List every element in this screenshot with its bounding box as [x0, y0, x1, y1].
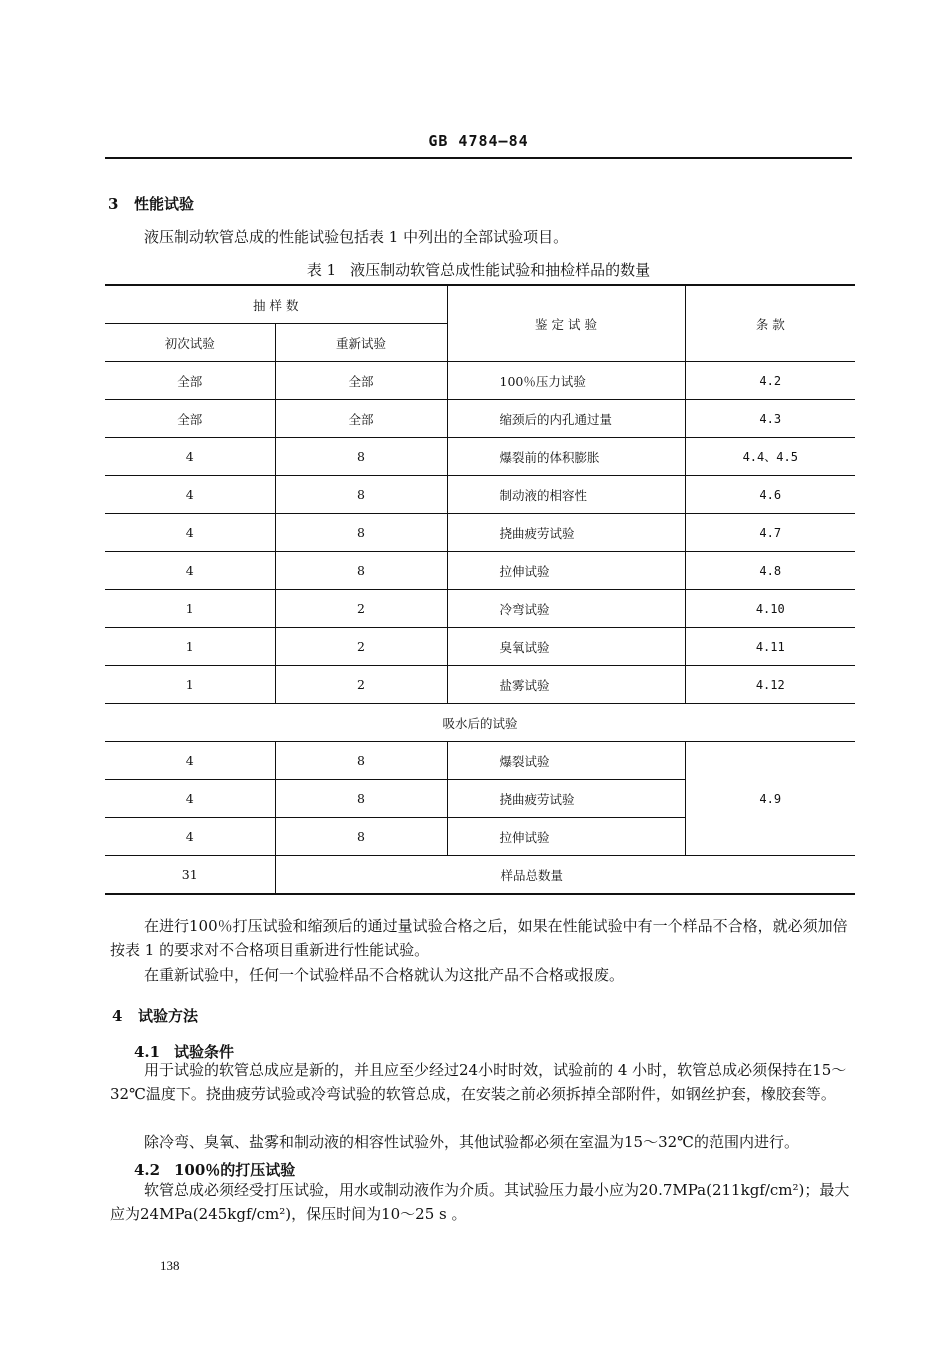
- table-row: [105, 628, 855, 666]
- table-number: 表 1: [306, 261, 337, 279]
- water-clause-cell: 4.9: [685, 742, 855, 856]
- table-row: [105, 400, 855, 438]
- table-row: [105, 666, 855, 704]
- cell-initial: 4: [105, 476, 275, 514]
- after-table-paragraph-1: 在进行100％打压试验和缩颈后的通过量试验合格之后，如果在性能试验中有一个样品不合格，就必须加倍按表 1 的要求对不合格项目重新进行性能试验。: [110, 917, 848, 959]
- cell-clause: 4.6: [685, 476, 855, 514]
- cell-initial: 1: [105, 628, 275, 666]
- cell-retest: 2: [275, 666, 447, 704]
- cell-retest: 2: [275, 628, 447, 666]
- cell-test: 100％压力试验: [447, 362, 685, 400]
- cell-retest: 8: [275, 742, 447, 780]
- table-row: [105, 362, 855, 400]
- cell-clause: 4.10: [685, 590, 855, 628]
- subsection-number: 4.1: [134, 1043, 161, 1061]
- total-value: 31: [105, 856, 275, 895]
- header-rule: [105, 157, 852, 159]
- cell-test: 拉伸试验: [447, 552, 685, 590]
- table-row: [105, 438, 855, 476]
- cell-test: 挠曲疲劳试验: [447, 514, 685, 552]
- cell-test: 冷弯试验: [447, 590, 685, 628]
- cell-initial: 4: [105, 780, 275, 818]
- table-row: [105, 590, 855, 628]
- cell-retest: 全部: [275, 362, 447, 400]
- cell-test: 拉伸试验: [447, 818, 685, 856]
- cell-clause: 4.4、4.5: [685, 438, 855, 476]
- cell-clause: 4.2: [685, 362, 855, 400]
- cell-retest: 2: [275, 590, 447, 628]
- cell-retest: 8: [275, 476, 447, 514]
- section-4-2-paragraph-1: 软管总成必须经受打压试验，用水或制动液作为介质。其试验压力最小应为20.7MPa(211kgf/cm²)；最大应为24MPa(245kgf/cm²)，保压时间为10～25 s 。: [110, 1181, 850, 1223]
- table-row: [105, 476, 855, 514]
- retest-header: 重新试验: [275, 324, 447, 362]
- table-row: [105, 552, 855, 590]
- cell-initial: 1: [105, 590, 275, 628]
- cell-retest: 8: [275, 818, 447, 856]
- section-number: 3: [108, 195, 119, 213]
- section-number: 4: [112, 1007, 123, 1025]
- cell-test: 挠曲疲劳试验: [447, 780, 685, 818]
- cell-initial: 4: [105, 552, 275, 590]
- section-3-heading: [108, 193, 194, 214]
- cell-test: 制动液的相容性: [447, 476, 685, 514]
- section-4-2-heading: [134, 1159, 295, 1180]
- page-number: 138: [160, 1258, 180, 1273]
- cell-initial: 4: [105, 818, 275, 856]
- subsection-number: 4.2: [134, 1161, 161, 1179]
- section-4-1-paragraph-2: 除冷弯、臭氧、盐雾和制动液的相容性试验外，其他试验都必须在室温为15～32℃的范围内进行。: [144, 1133, 799, 1151]
- total-row: [105, 856, 855, 895]
- section-title: 性能试验: [134, 195, 195, 213]
- table-row: [105, 742, 855, 780]
- cell-initial: 1: [105, 666, 275, 704]
- cell-initial: 4: [105, 742, 275, 780]
- total-label: 样品总数量: [275, 856, 855, 895]
- initial-test-header: 初次试验: [105, 324, 275, 362]
- section-title: 试验方法: [138, 1007, 199, 1025]
- cell-retest: 8: [275, 552, 447, 590]
- section-4-heading: [112, 1005, 198, 1026]
- clause-header: 条 款: [685, 285, 855, 362]
- cell-clause: 4.12: [685, 666, 855, 704]
- table-header-row: [105, 285, 855, 324]
- cell-test: 缩颈后的内孔通过量: [447, 400, 685, 438]
- cell-initial: 全部: [105, 362, 275, 400]
- cell-test: 爆裂试验: [447, 742, 685, 780]
- cell-initial: 全部: [105, 400, 275, 438]
- cell-retest: 8: [275, 514, 447, 552]
- table-caption: [105, 259, 852, 280]
- subsection-title: 试验条件: [174, 1043, 235, 1061]
- standard-code-header: GB 4784—84: [428, 132, 529, 150]
- after-water-label: 吸水后的试验: [105, 704, 855, 742]
- cell-retest: 全部: [275, 400, 447, 438]
- table-row: [105, 514, 855, 552]
- table-title: 液压制动软管总成性能试验和抽检样品的数量: [350, 261, 651, 279]
- subsection-title: 100％的打压试验: [174, 1161, 296, 1179]
- section-4-1-paragraph-1: 用于试验的软管总成应是新的，并且应至少经过24小时时效，试验前的 4 小时，软管总成必须保持在15～32℃温度下。挠曲疲劳试验或冷弯试验的软管总成，在安装之前必须拆掉全部附件，如钢丝护套，橡胶套等。: [110, 1061, 847, 1103]
- cell-initial: 4: [105, 438, 275, 476]
- cell-test: 盐雾试验: [447, 666, 685, 704]
- after-water-section-row: [105, 704, 855, 742]
- section-3-intro: 液压制动软管总成的性能试验包括表 1 中列出的全部试验项目。: [144, 228, 569, 246]
- cell-clause: 4.11: [685, 628, 855, 666]
- sampling-count-header: 抽 样 数: [105, 285, 447, 324]
- cell-clause: 4.7: [685, 514, 855, 552]
- after-table-paragraph-2: 在重新试验中，任何一个试验样品不合格就认为这批产品不合格或报废。: [144, 966, 625, 984]
- cell-retest: 8: [275, 438, 447, 476]
- cell-test: 臭氧试验: [447, 628, 685, 666]
- test-item-header: 鉴 定 试 验: [447, 285, 685, 362]
- cell-initial: 4: [105, 514, 275, 552]
- test-sampling-table: [105, 284, 855, 895]
- cell-clause: 4.8: [685, 552, 855, 590]
- cell-retest: 8: [275, 780, 447, 818]
- cell-test: 爆裂前的体积膨胀: [447, 438, 685, 476]
- cell-clause: 4.3: [685, 400, 855, 438]
